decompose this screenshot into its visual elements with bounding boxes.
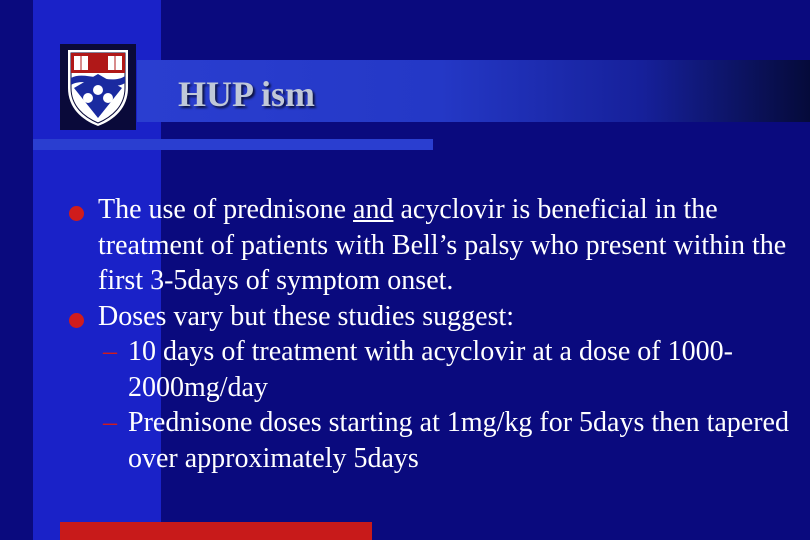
sub-bullet-text: Prednisone doses starting at 1mg/kg for 5days then tapered over approximately 5days <box>128 407 789 474</box>
bullet-text-pre: The use of prednisone <box>98 194 354 225</box>
bullet-text-post: acyclovir is beneficial in the treatment of patients with Bell’s palsy who present within the first 3-5days of symptom onset. <box>98 194 787 296</box>
bullet-dot-icon <box>69 313 84 328</box>
bullet-text: Doses vary but these studies suggest: <box>98 300 515 332</box>
sub-bullet-item <box>60 334 790 405</box>
dash-icon: – <box>103 407 117 438</box>
bullet-item <box>60 192 790 299</box>
title-underline-bar <box>33 139 433 150</box>
dash-icon: – <box>103 336 117 367</box>
slide-body <box>60 192 790 476</box>
bottom-accent-bar <box>60 522 372 540</box>
slide-title: HUP ism <box>178 74 316 114</box>
university-shield-crest-icon <box>60 44 136 130</box>
bullet-dot-icon <box>69 206 84 221</box>
bullet-item <box>60 299 790 335</box>
bullet-text-underlined: and <box>353 194 394 225</box>
sub-bullet-item <box>60 405 790 476</box>
sub-bullet-text: 10 days of treatment with acyclovir at a dose of 1000-2000mg/day <box>128 336 733 403</box>
